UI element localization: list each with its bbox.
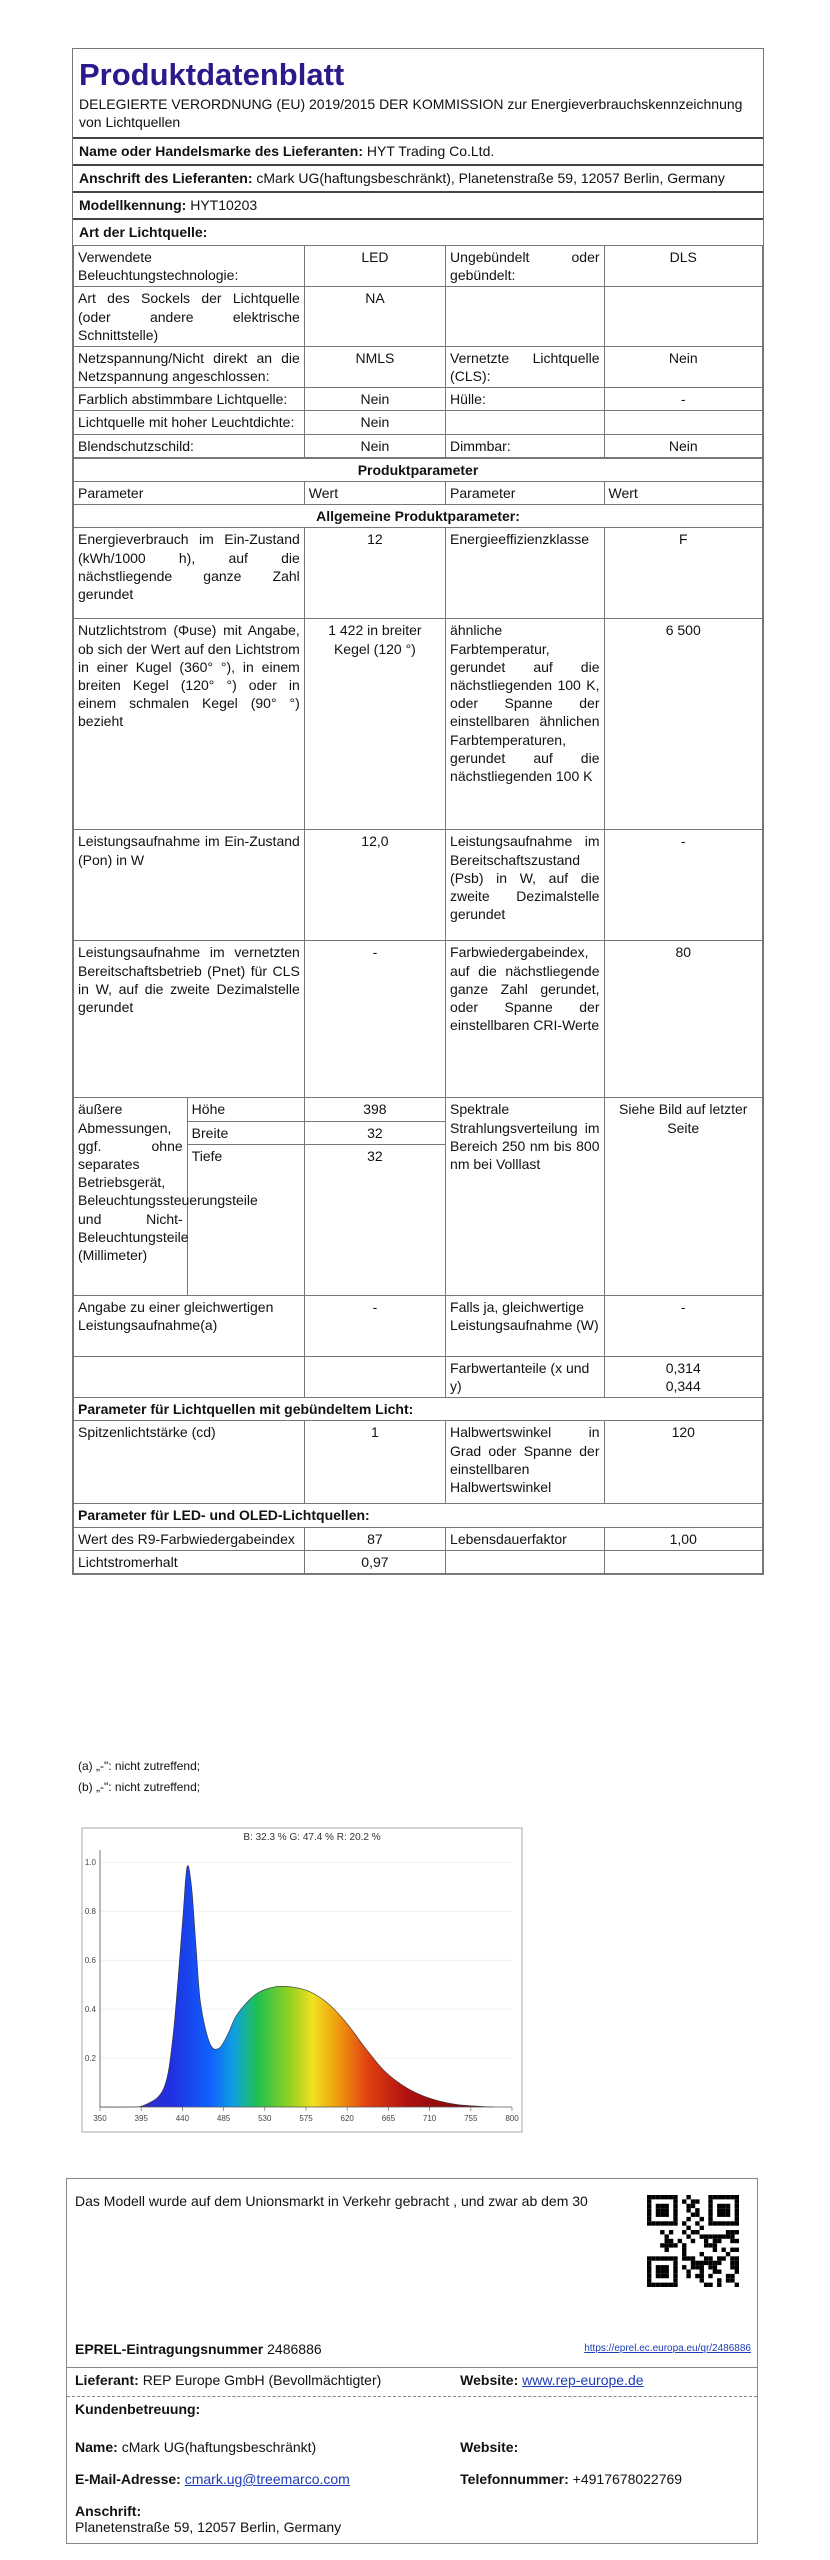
param-cell-v1: 12,0 bbox=[304, 830, 445, 941]
lightsource-cell-v1: NA bbox=[304, 287, 445, 347]
lp-supplier-label: Lieferant: bbox=[75, 2372, 139, 2388]
lightsource-row bbox=[74, 287, 763, 347]
lightsource-row bbox=[74, 388, 763, 411]
x-tick-label: 755 bbox=[464, 2114, 478, 2123]
lightsource-cell-l1: Blendschutzschild: bbox=[74, 434, 305, 457]
supplier-address-value: cMark UG(haftungsbeschränkt), Planetenstraße 59, 12057 Berlin, Germany bbox=[256, 170, 725, 187]
care-email-label: E-Mail-Adresse: bbox=[75, 2471, 181, 2487]
lightsource-cell-l2: Dimmbar: bbox=[446, 434, 604, 457]
supplier-row bbox=[67, 2367, 757, 2396]
param-cell-l2: ähnliche Farbtemperatur, gerundet auf die nächstliegenden 100 K, oder Spanne der einstellbaren ähnlichen Farbtemperaturen, gerundet auf die nächstliegenden 100 K bbox=[446, 619, 604, 830]
chart-title: B: 32.3 % G: 47.4 % R: 20.2 % bbox=[243, 1832, 381, 1843]
maint-value: 0,97 bbox=[304, 1550, 445, 1573]
lightsource-cell-l1: Netzspannung/Nicht direkt an die Netzspannung angeschlossen: bbox=[74, 346, 305, 387]
param-row bbox=[74, 941, 763, 1098]
care-address-value: Planetenstraße 59, 12057 Berlin, Germany bbox=[75, 2519, 342, 2535]
lightsource-cell-l1: Art des Sockels der Lichtquelle (oder andere elektrische Schnittstelle) bbox=[74, 287, 305, 347]
lightsource-title: Art der Lichtquelle: bbox=[73, 218, 763, 245]
lp-website-label: Website: bbox=[460, 2372, 519, 2388]
dls-params-title: Parameter für Lichtquellen mit gebündeltem Licht: bbox=[74, 1398, 763, 1421]
model-label: Modellkennung: bbox=[79, 197, 187, 214]
qr-code-icon[interactable] bbox=[647, 2195, 739, 2287]
equiv2-value: - bbox=[604, 1295, 763, 1356]
maint-label: Lichtstromerhalt bbox=[74, 1550, 305, 1573]
x-tick-label: 440 bbox=[175, 2114, 190, 2123]
footnote-b: (b) „-": nicht zutreffend; bbox=[78, 1779, 201, 1794]
param-cell-l2: Farbwiedergabeindex, auf die nächstliegende ganze Zahl gerundet, oder Spanne der einstellbaren CRI-Werte bbox=[446, 941, 604, 1098]
param-cell-l1: Leistungsaufnahme im vernetzten Bereitschaftsbetrieb (Pnet) für CLS in W, auf die zweite Dezimalstelle gerundet bbox=[74, 941, 305, 1098]
param-row bbox=[74, 528, 763, 619]
care-contact-row bbox=[67, 2461, 757, 2493]
beam-value: 120 bbox=[604, 1421, 763, 1504]
care-phone-label: Telefonnummer: bbox=[460, 2471, 569, 2487]
chroma-x: 0,314 bbox=[665, 1359, 701, 1376]
lightsource-cell-v1: Nein bbox=[304, 434, 445, 457]
lightsource-row bbox=[74, 434, 763, 457]
datasheet bbox=[72, 48, 764, 1575]
dim-height-name: Höhe bbox=[187, 1098, 304, 1121]
care-name-label: Name: bbox=[75, 2439, 118, 2455]
spectral-value: Siehe Bild auf letzter Seite bbox=[604, 1098, 763, 1295]
supplier-address-row bbox=[73, 164, 763, 191]
y-tick-label: 0.4 bbox=[84, 2005, 96, 2015]
care-title: Kundenbetreuung: bbox=[75, 2401, 201, 2417]
x-tick-label: 800 bbox=[505, 2114, 519, 2123]
param-cell-v1: 1 422 in breiter Kegel (120 °) bbox=[304, 619, 445, 830]
x-tick-label: 665 bbox=[381, 2114, 396, 2123]
lightsource-row bbox=[74, 411, 763, 434]
supplier-name-label: Name oder Handelsmarke des Lieferanten: bbox=[79, 143, 363, 160]
param-cell-l1: Energieverbrauch im Ein-Zustand (kWh/1000 h), auf die nächstliegende ganze Zahl gerundet bbox=[74, 528, 305, 619]
lightsource-cell-v1: LED bbox=[304, 245, 445, 286]
model-value: HYT10203 bbox=[190, 197, 258, 214]
eprel-value: 2486886 bbox=[267, 2341, 322, 2357]
param-cell-v1: 12 bbox=[304, 528, 445, 619]
x-tick-label: 395 bbox=[134, 2114, 148, 2123]
general-params-title: Allgemeine Produktparameter: bbox=[74, 505, 763, 528]
lightsource-cell-l2: Vernetzte Lichtquelle (CLS): bbox=[446, 346, 604, 387]
params-table bbox=[73, 458, 763, 1574]
col-header-param-2: Parameter bbox=[446, 482, 604, 505]
life-value: 1,00 bbox=[604, 1527, 763, 1550]
model-row bbox=[73, 191, 763, 218]
lightsource-cell-l1: Farblich abstimmbare Lichtquelle: bbox=[74, 388, 305, 411]
x-tick-label: 620 bbox=[340, 2114, 354, 2123]
page-title: Produktdatenblatt bbox=[79, 57, 345, 92]
care-address-label: Anschrift: bbox=[75, 2503, 142, 2519]
life-label: Lebensdauerfaktor bbox=[446, 1527, 604, 1550]
label-panel bbox=[66, 2178, 758, 2544]
dims-label: äußere Abmessungen, ggf. ohne separates Betriebsgerät, Beleuchtungssteuerungsteile und Nicht-Beleuchtungsteile (Millimeter) bbox=[74, 1098, 188, 1295]
lp-website-link[interactable]: www.rep-europe.de bbox=[522, 2372, 644, 2388]
peak-value: 1 bbox=[304, 1421, 445, 1504]
care-website-label: Website: bbox=[460, 2439, 519, 2455]
lightsource-cell-l2: Hülle: bbox=[446, 388, 604, 411]
footnote-a: (a) „-": nicht zutreffend; bbox=[78, 1759, 201, 1773]
param-row bbox=[74, 619, 763, 830]
equiv-label: Angabe zu einer gleichwertigen Leistungsaufnahme(a) bbox=[74, 1295, 305, 1356]
lightsource-table bbox=[73, 245, 763, 458]
param-cell-v2: F bbox=[604, 528, 763, 619]
dim-width-name: Breite bbox=[187, 1121, 304, 1144]
care-address-row bbox=[67, 2493, 757, 2543]
eprel-label: EPREL-Eintragungsnummer bbox=[75, 2341, 264, 2357]
r9-label: Wert des R9-Farbwiedergabeindex bbox=[74, 1527, 305, 1550]
x-tick-label: 575 bbox=[299, 2114, 313, 2123]
params-title: Produktparameter bbox=[74, 458, 763, 481]
chroma-y: 0,344 bbox=[665, 1377, 701, 1394]
param-row bbox=[74, 830, 763, 941]
care-phone-value: +4917678022769 bbox=[572, 2471, 683, 2487]
param-cell-l1: Leistungsaufnahme im Ein-Zustand (Pon) in W bbox=[74, 830, 305, 941]
chroma-value bbox=[604, 1356, 763, 1397]
chroma-label: Farbwertanteile (x und y) bbox=[446, 1356, 604, 1397]
lp-supplier-value: REP Europe GmbH (Bevollmächtigter) bbox=[142, 2372, 382, 2388]
spectral-label: Spektrale Strahlungsverteilung im Bereich 250 nm bis 800 nm bei Volllast bbox=[446, 1098, 604, 1295]
market-section bbox=[67, 2179, 757, 2337]
regulation-subtitle: DELEGIERTE VERORDNUNG (EU) 2019/2015 DER KOMMISSION zur Energieverbrauchskennzeichnung von Lichtquellen bbox=[79, 96, 743, 131]
col-header-param: Parameter bbox=[74, 482, 305, 505]
y-tick-label: 0.8 bbox=[84, 1907, 96, 1917]
r9-value: 87 bbox=[304, 1527, 445, 1550]
lightsource-cell-l2: Ungebündelt oder gebündelt: bbox=[446, 245, 604, 286]
y-tick-label: 0.6 bbox=[84, 1956, 96, 1966]
supplier-name-row bbox=[73, 137, 763, 164]
x-tick-label: 485 bbox=[216, 2114, 231, 2123]
market-text: Das Modell wurde auf dem Unionsmarkt in Verkehr gebracht , und zwar ab dem 30 bbox=[75, 2193, 588, 2209]
lightsource-cell-l2 bbox=[446, 411, 604, 434]
y-tick-label: 0.2 bbox=[84, 2054, 96, 2064]
param-cell-l2: Energieeffizienzklasse bbox=[446, 528, 604, 619]
care-title-row bbox=[67, 2396, 757, 2425]
care-name-value: cMark UG(haftungsbeschränkt) bbox=[121, 2439, 317, 2455]
peak-label: Spitzenlichtstärke (cd) bbox=[74, 1421, 305, 1504]
param-cell-v1: - bbox=[304, 941, 445, 1098]
lightsource-cell-l2 bbox=[446, 287, 604, 347]
x-tick-label: 710 bbox=[422, 2114, 437, 2123]
spectrum-chart bbox=[72, 1822, 528, 2142]
footnotes bbox=[76, 1756, 676, 1798]
dim-depth-value: 32 bbox=[304, 1144, 445, 1295]
lightsource-cell-l1: Verwendete Beleuchtungstechnologie: bbox=[74, 245, 305, 286]
y-tick-label: 1.0 bbox=[84, 1858, 96, 1868]
lightsource-cell-v1: NMLS bbox=[304, 346, 445, 387]
led-params-title: Parameter für LED- und OLED-Lichtquellen: bbox=[74, 1504, 763, 1527]
lightsource-cell-l1: Lichtquelle mit hoher Leuchtdichte: bbox=[74, 411, 305, 434]
param-cell-l2: Leistungsaufnahme im Bereitschaftszustand (Psb) in W, auf die zweite Dezimalstelle gerundet bbox=[446, 830, 604, 941]
lightsource-cell-v2 bbox=[604, 411, 762, 434]
lightsource-row bbox=[74, 245, 763, 286]
param-cell-v2: 6 500 bbox=[604, 619, 763, 830]
eprel-row bbox=[67, 2337, 757, 2367]
lightsource-cell-v1: Nein bbox=[304, 388, 445, 411]
dim-depth-name: Tiefe bbox=[187, 1144, 304, 1295]
care-name-row bbox=[67, 2425, 757, 2461]
x-tick-label: 530 bbox=[258, 2114, 272, 2123]
lightsource-cell-v2: Nein bbox=[604, 434, 762, 457]
care-email-link[interactable]: cmark.ug@treemarco.com bbox=[184, 2471, 350, 2487]
beam-label: Halbwertswinkel in Grad oder Spanne der einstellbaren Halbwertswinkel bbox=[446, 1421, 604, 1504]
dim-width-value: 32 bbox=[304, 1121, 445, 1144]
col-header-value: Wert bbox=[304, 482, 445, 505]
dim-height-value: 398 bbox=[304, 1098, 445, 1121]
param-cell-l1: Nutzlichtstrom (Φuse) mit Angabe, ob sich der Wert auf den Lichtstrom in einer Kugel (360° °), in einem breiten Kegel (120° °) oder in einem schmalen Kegel (90° °) bezieht bbox=[74, 619, 305, 830]
supplier-name-value: HYT Trading Co.Ltd. bbox=[366, 143, 495, 160]
eprel-link[interactable]: https://eprel.ec.europa.eu/qr/2486886 bbox=[584, 2343, 751, 2354]
lightsource-cell-v2: - bbox=[604, 388, 762, 411]
param-cell-v2: 80 bbox=[604, 941, 763, 1098]
equiv-value: - bbox=[304, 1295, 445, 1356]
supplier-address-label: Anschrift des Lieferanten: bbox=[79, 170, 253, 187]
lightsource-row bbox=[74, 346, 763, 387]
equiv2-label: Falls ja, gleichwertige Leistungsaufnahme (W) bbox=[446, 1295, 604, 1356]
lightsource-cell-v1: Nein bbox=[304, 411, 445, 434]
lightsource-cell-v2: DLS bbox=[604, 245, 762, 286]
col-header-value-2: Wert bbox=[604, 482, 763, 505]
lightsource-cell-v2 bbox=[604, 287, 762, 347]
x-tick-label: 350 bbox=[93, 2114, 107, 2123]
param-cell-v2: - bbox=[604, 830, 763, 941]
lightsource-cell-v2: Nein bbox=[604, 346, 762, 387]
